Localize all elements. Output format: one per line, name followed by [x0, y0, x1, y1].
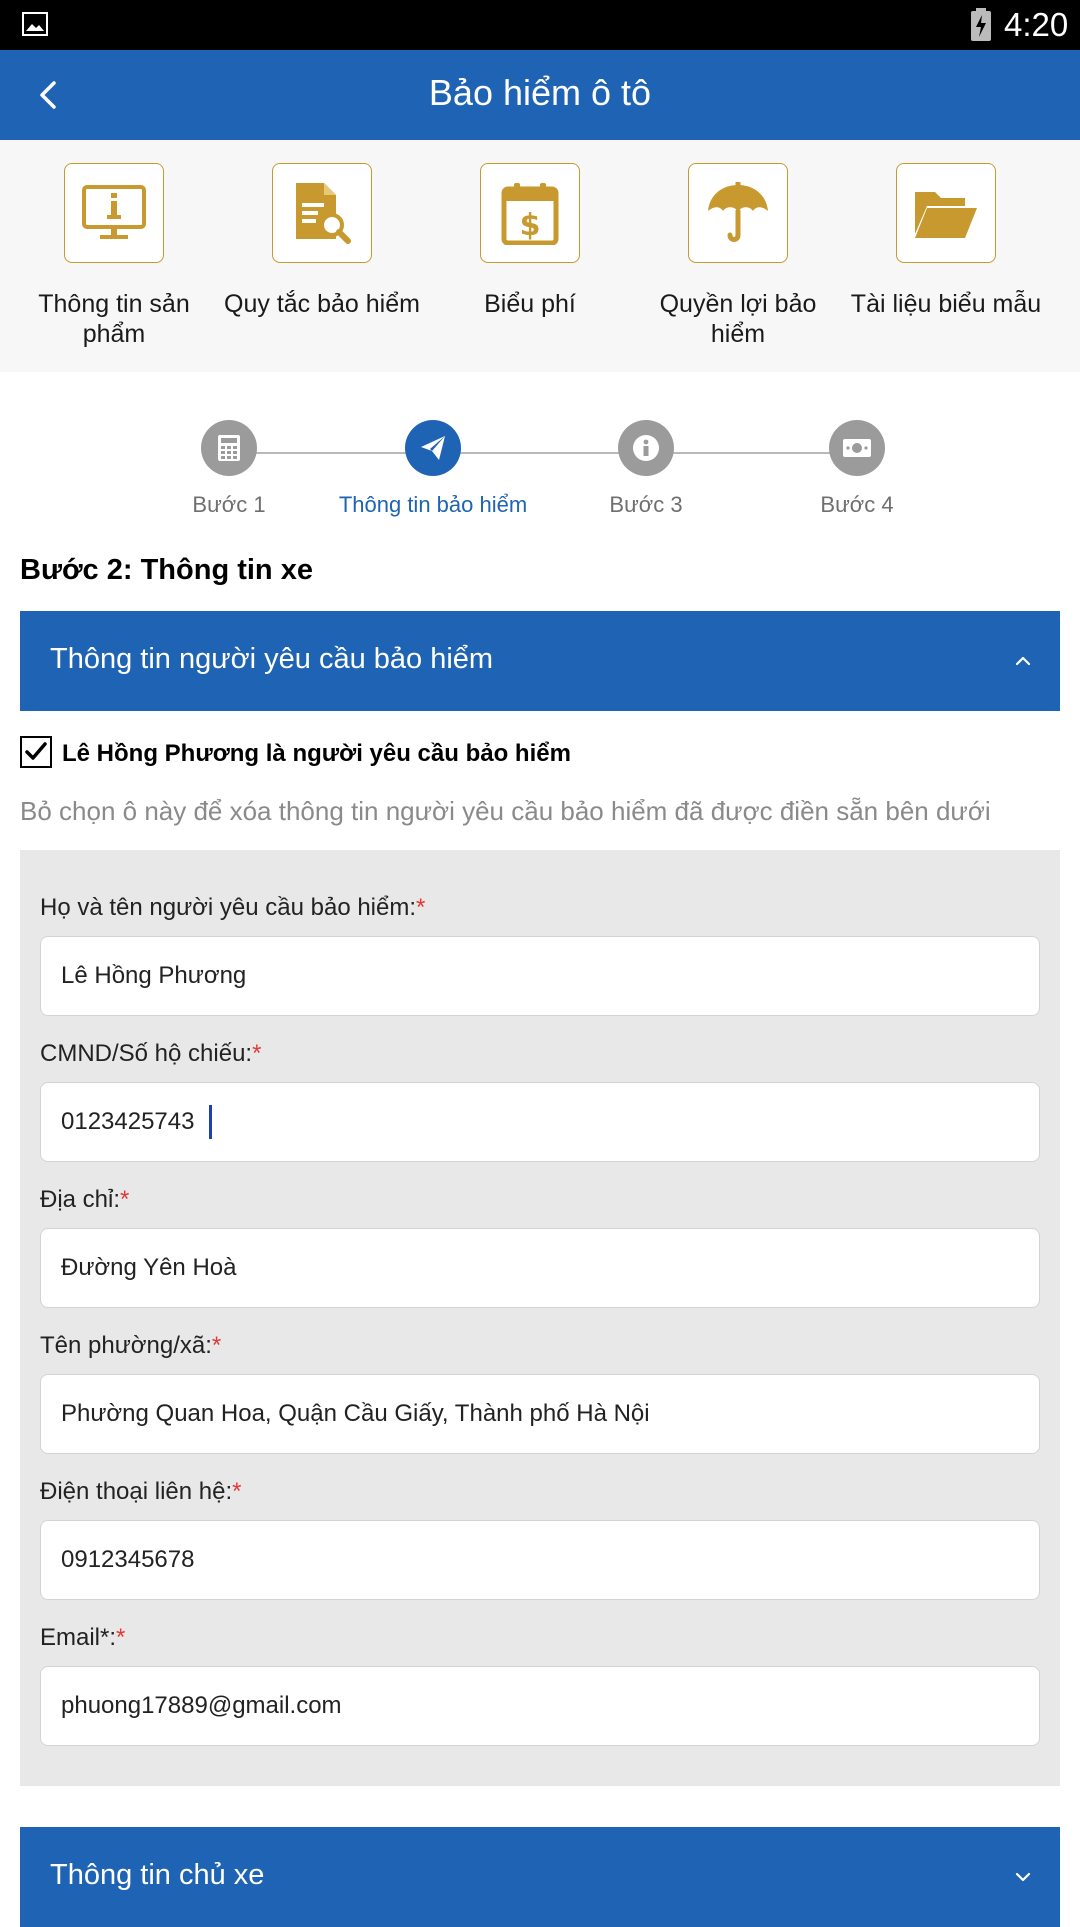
paper-plane-icon	[420, 435, 446, 461]
accordion-label: Thông tin người yêu cầu bảo hiểm	[50, 643, 494, 675]
calendar-dollar-icon	[501, 181, 559, 245]
app-bar	[0, 50, 1080, 140]
quick-link-label: Quy tắc bảo hiểm	[224, 290, 420, 318]
fullname-label: Họ và tên người yêu cầu bảo hiểm:*	[40, 894, 426, 921]
section-title: Bước 2: Thông tin xe	[20, 554, 313, 586]
check-icon	[22, 738, 50, 766]
svg-text:$: $	[519, 208, 541, 243]
quick-link-label: Thông tin sản phẩm	[38, 290, 190, 348]
document-search-icon	[292, 181, 352, 245]
umbrella-icon	[706, 181, 770, 245]
quick-link-label: Quyền lợi bảo hiểm	[659, 290, 817, 348]
info-icon	[632, 434, 660, 462]
phone-label: Điện thoại liên hệ:*	[40, 1478, 242, 1505]
quick-link-label: Biểu phí	[484, 290, 576, 318]
step-dot	[405, 420, 461, 476]
email-input[interactable]	[40, 1666, 1040, 1746]
address-input[interactable]	[40, 1228, 1040, 1308]
email-label: Email*:*	[40, 1624, 126, 1651]
requester-form	[20, 850, 1060, 1786]
fullname-input[interactable]	[40, 936, 1040, 1016]
requester-checkbox[interactable]	[20, 736, 52, 768]
step-label: Thông tin bảo hiểm	[338, 492, 528, 517]
hint-text: Bỏ chọn ô này để xóa thông tin người yêu cầu bảo hiểm đã được điền sẵn bên dưới	[20, 796, 991, 826]
quick-link-tile	[64, 163, 164, 263]
text-cursor	[209, 1105, 212, 1139]
step-2[interactable]	[323, 420, 543, 518]
status-bar	[0, 0, 1080, 50]
owner-section-header[interactable]	[20, 1827, 1060, 1927]
accordion-label: Thông tin chủ xe	[50, 1859, 265, 1891]
monitor-info-icon	[82, 185, 146, 241]
checkbox-label: Lê Hồng Phương là người yêu cầu bảo hiểm	[62, 740, 571, 767]
step-dot	[201, 420, 257, 476]
quick-link-insurance-benefits[interactable]	[634, 163, 842, 349]
quick-links-row	[0, 140, 1080, 372]
folder-open-icon	[913, 186, 979, 240]
calculator-icon	[217, 434, 241, 462]
battery-charging-icon	[970, 8, 992, 41]
step-label: Bước 4	[820, 492, 894, 517]
quick-link-tile	[480, 163, 580, 263]
image-icon	[22, 12, 48, 36]
chevron-down-icon	[1012, 1865, 1034, 1889]
chevron-up-icon	[1012, 649, 1034, 673]
step-dot	[829, 420, 885, 476]
step-4[interactable]	[747, 420, 967, 518]
quick-link-product-info[interactable]	[10, 163, 218, 349]
quick-link-label: Tài liệu biểu mẫu	[850, 290, 1042, 318]
money-icon	[842, 437, 872, 459]
step-dot	[618, 420, 674, 476]
step-1[interactable]	[119, 420, 339, 518]
progress-stepper	[0, 420, 1080, 530]
id-number-label: CMND/Số hộ chiếu:*	[40, 1040, 262, 1067]
quick-link-fee-schedule[interactable]	[426, 163, 634, 319]
phone-input[interactable]	[40, 1520, 1040, 1600]
quick-link-insurance-rules[interactable]	[218, 163, 426, 319]
quick-link-documents-forms[interactable]	[842, 163, 1050, 319]
step-3[interactable]	[536, 420, 756, 518]
step-label: Bước 1	[192, 492, 266, 517]
page-title: Bảo hiểm ô tô	[428, 72, 652, 113]
requester-section-header[interactable]	[20, 611, 1060, 711]
quick-link-tile	[688, 163, 788, 263]
clock: 4:20	[1004, 6, 1069, 43]
quick-link-tile	[272, 163, 372, 263]
id-number-input[interactable]	[40, 1082, 1040, 1162]
step-label: Bước 3	[609, 492, 683, 517]
address-label: Địa chỉ:*	[40, 1186, 130, 1213]
ward-label: Tên phường/xã:*	[40, 1332, 222, 1359]
ward-input[interactable]	[40, 1374, 1040, 1454]
quick-link-tile	[896, 163, 996, 263]
